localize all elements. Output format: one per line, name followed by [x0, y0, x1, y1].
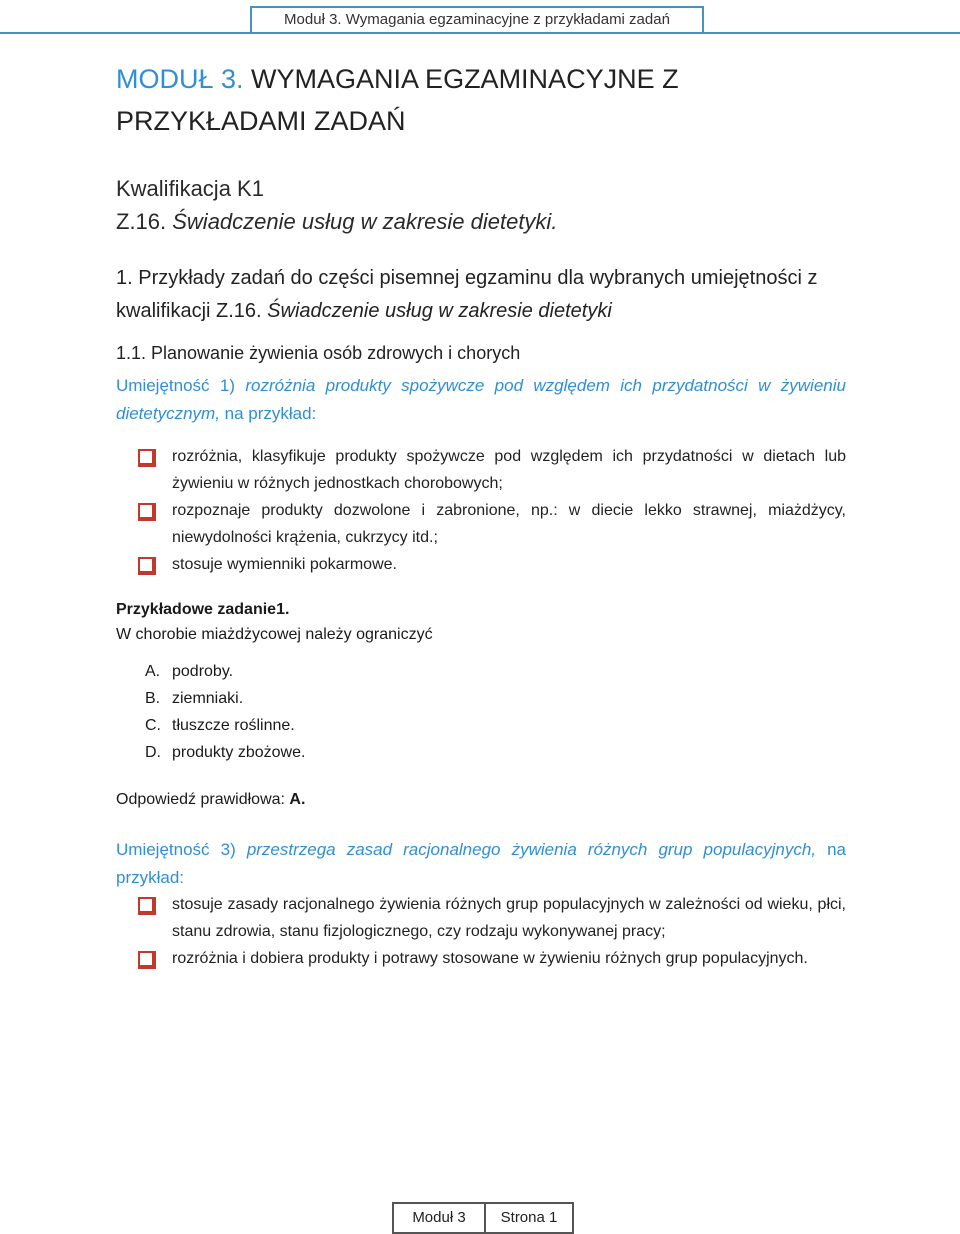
footer-page-number: Strona 1 — [484, 1202, 574, 1234]
list-item — [138, 497, 846, 551]
answer-letter: A. — [145, 663, 161, 680]
list-item-text: stosuje zasady racjonalnego żywienia różnych grup populacyjnych w zależności od wieku, płci, stanu zdrowia, stanu fizjologicznego, czy rodzaju wykonywanej pracy; — [172, 896, 846, 940]
skill-3-prefix: Umiejętność 3) — [116, 840, 247, 859]
answer-option — [145, 739, 305, 766]
list-item — [138, 443, 846, 497]
skill-1-prefix: Umiejętność 1) — [116, 376, 246, 395]
correct-answer-value: A. — [289, 791, 306, 808]
task-title: Przykładowe zadanie1. — [116, 601, 290, 618]
list-item-text: stosuje wymienniki pokarmowe. — [172, 556, 397, 573]
answer-text: produkty zbożowe. — [172, 744, 306, 761]
qualification-label: Kwalifikacja K1 — [116, 176, 264, 201]
correct-answer-label: Odpowiedź prawidłowa: — [116, 791, 290, 808]
answer-letter: B. — [145, 690, 161, 707]
answer-option — [145, 712, 305, 739]
qualification-name — [116, 207, 557, 237]
skill-3-suffix: na przykład: — [116, 840, 847, 887]
skill-3-italic: przestrzega zasad racjonalnego żywienia różnych grup populacyjnych, — [246, 840, 817, 859]
skill-3-description — [116, 836, 846, 892]
checkbox-bullet-icon — [138, 449, 156, 467]
running-header: Moduł 3. Wymagania egzaminacyjne z przykładami zadań — [250, 6, 704, 32]
answer-option — [145, 685, 305, 712]
skill-1-description — [116, 372, 846, 428]
answer-letter: D. — [145, 744, 161, 761]
checkbox-bullet-icon — [138, 503, 156, 521]
answer-option — [145, 658, 305, 685]
section-1-1-heading: 1.1. Planowanie żywienia osób zdrowych i chorych — [116, 343, 521, 363]
checkbox-bullet-icon — [138, 951, 156, 969]
checkbox-bullet-icon — [138, 897, 156, 915]
list-item-text: rozpoznaje produkty dozwolone i zabronione, np.: w diecie lekko strawnej, miażdżycy, niewydolności krążenia, cukrzycy itd.; — [172, 502, 846, 546]
title-module-number: MODUŁ 3. — [116, 64, 244, 94]
section-1-italic: Świadczenie usług w zakresie dietetyki — [267, 300, 612, 322]
task-question: W chorobie miażdżycowej należy ograniczyć — [116, 626, 433, 643]
answer-text: tłuszcze roślinne. — [172, 717, 295, 734]
qualification-title: Świadczenie usług w zakresie dietetyki. — [172, 209, 558, 234]
answer-text: ziemniaki. — [172, 690, 244, 707]
header-divider — [0, 32, 960, 34]
page-title — [116, 58, 876, 142]
skill-3-bullet-list — [138, 891, 846, 972]
answer-text: podroby. — [172, 663, 234, 680]
skill-1-bullet-list — [138, 443, 846, 578]
skill-1-suffix: na przykład: — [219, 404, 317, 423]
qualification-code: Z.16. — [116, 209, 173, 234]
answer-letter: C. — [145, 717, 161, 734]
answer-list — [145, 658, 305, 766]
skill-1-italic: rozróżnia produkty spożywcze pod względem ich przydatności w żywieniu dietetycznym, — [116, 376, 846, 423]
correct-answer — [116, 787, 305, 813]
list-item-text: rozróżnia i dobiera produkty i potrawy stosowane w żywieniu różnych grup populacyjnych. — [172, 950, 808, 967]
list-item — [138, 891, 846, 945]
checkbox-bullet-icon — [138, 557, 156, 575]
list-item-text: rozróżnia, klasyfikuje produkty spożywcze pod względem ich przydatności w dietach lub żywieniu w różnych jednostkach chorobowych; — [172, 448, 846, 492]
list-item — [138, 551, 846, 578]
title-text: WYMAGANIA EGZAMINACYJNE Z PRZYKŁADAMI ZADAŃ — [116, 64, 679, 136]
list-item — [138, 945, 846, 972]
section-1-heading — [116, 262, 856, 328]
section-1-text: 1. Przykłady zadań do części pisemnej egzaminu dla wybranych umiejętności z kwalifikacji Z.16. — [116, 267, 818, 322]
footer-module: Moduł 3 — [392, 1202, 484, 1234]
